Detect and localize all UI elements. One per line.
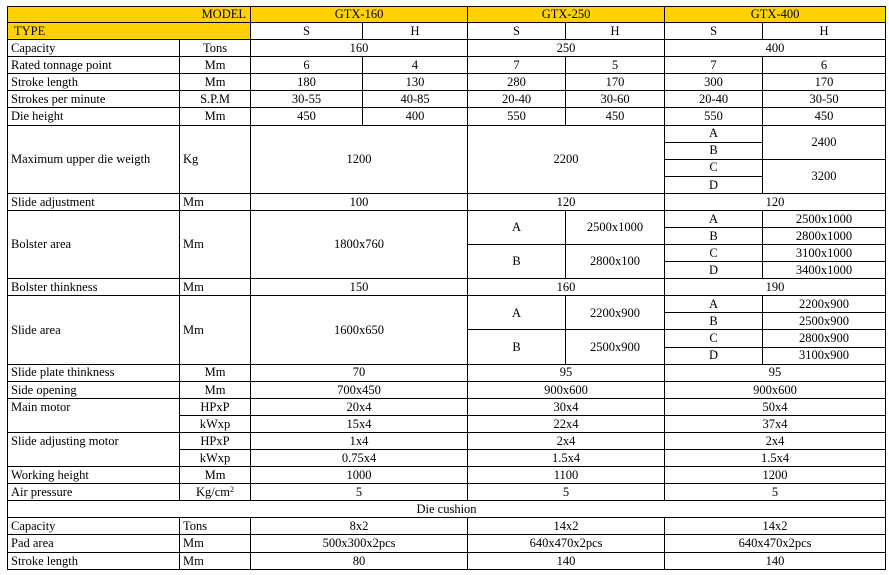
- bolster-area-gtx250-value: 2500x1000: [566, 210, 665, 244]
- row-working-height: [8, 467, 886, 484]
- spm-gtx160-s: 30-55: [251, 91, 363, 108]
- slide-area-gtx250-letter: A: [468, 296, 566, 330]
- stroke-length-label: Stroke length: [8, 74, 180, 91]
- slide-adjusting-motor-gtx250-kw: 1.5x4: [468, 450, 665, 467]
- slide-adjusting-motor-unit-hp: HPxP: [180, 432, 251, 449]
- slide-plate-thickness-gtx400: 95: [665, 364, 886, 381]
- bolster-area-gtx400-letter: A: [665, 210, 763, 227]
- max-upper-die-label: Maximum upper die weigth: [8, 125, 180, 193]
- bolster-thickness-gtx250: 160: [468, 279, 665, 296]
- row-bolster-area: [8, 210, 886, 227]
- slide-adjusting-motor-gtx160-kw: 0.75x4: [251, 450, 468, 467]
- side-opening-unit: Mm: [180, 381, 251, 398]
- rated-tonnage-gtx400-s: 7: [665, 57, 763, 74]
- die-height-gtx400-h: 450: [763, 108, 886, 125]
- gtx400-h-header: H: [763, 23, 886, 40]
- stroke-length-gtx400-s: 300: [665, 74, 763, 91]
- capacity-unit: Tons: [180, 40, 251, 57]
- working-height-gtx400: 1200: [665, 467, 886, 484]
- die-height-gtx160-h: 400: [363, 108, 468, 125]
- working-height-gtx250: 1100: [468, 467, 665, 484]
- slide-area-gtx400-value: 2500x900: [763, 313, 886, 330]
- side-opening-gtx400: 900x600: [665, 381, 886, 398]
- side-opening-gtx250: 900x600: [468, 381, 665, 398]
- main-motor-gtx160-kw: 15x4: [251, 415, 468, 432]
- bolster-thickness-gtx400: 190: [665, 279, 886, 296]
- slide-adjustment-gtx400: 120: [665, 193, 886, 210]
- pad-area-gtx160: 500x300x2pcs: [251, 535, 468, 552]
- working-height-label: Working height: [8, 467, 180, 484]
- row-slide-adjusting-motor: [8, 432, 886, 449]
- spm-unit: S.P.M: [180, 91, 251, 108]
- rated-tonnage-gtx160-s: 6: [251, 57, 363, 74]
- spm-label: Strokes per minute: [8, 91, 180, 108]
- main-motor-gtx250-hp: 30x4: [468, 398, 665, 415]
- capacity-gtx400: 400: [665, 40, 886, 57]
- bolster-area-gtx400-letter: C: [665, 245, 763, 262]
- model-gtx-250: GTX-250: [468, 7, 665, 23]
- row-slide-adjustment: [8, 193, 886, 210]
- spm-gtx250-h: 30-60: [566, 91, 665, 108]
- slide-area-gtx250-letter: B: [468, 330, 566, 364]
- bolster-area-gtx250-value: 2800x100: [566, 245, 665, 279]
- max-upper-die-gtx400-cd: 3200: [763, 159, 886, 193]
- slide-area-gtx400-value: 2800x900: [763, 330, 886, 347]
- row-slide-plate-thickness: [8, 364, 886, 381]
- bolster-area-gtx250-letter: B: [468, 245, 566, 279]
- max-upper-die-gtx160: 1200: [251, 125, 468, 193]
- capacity-label: Capacity: [8, 40, 180, 57]
- main-motor-gtx160-hp: 20x4: [251, 398, 468, 415]
- row-strokes-per-minute: [8, 91, 886, 108]
- cushion-capacity-unit: Tons: [180, 518, 251, 535]
- row-main-motor: [8, 398, 886, 415]
- spm-gtx400-s: 20-40: [665, 91, 763, 108]
- rated-tonnage-gtx400-h: 6: [763, 57, 886, 74]
- slide-adjusting-motor-gtx250-hp: 2x4: [468, 432, 665, 449]
- slide-area-gtx400-value: 2200x900: [763, 296, 886, 313]
- pad-area-gtx250: 640x470x2pcs: [468, 535, 665, 552]
- main-motor-label: Main motor: [8, 398, 180, 432]
- slide-area-gtx250-value: 2200x900: [566, 296, 665, 330]
- slide-area-label: Slide area: [8, 296, 180, 364]
- row-cushion-pad-area: [8, 535, 886, 552]
- die-height-unit: Mm: [180, 108, 251, 125]
- slide-area-gtx400-value: 3100x900: [763, 347, 886, 364]
- bolster-thickness-unit: Mm: [180, 279, 251, 296]
- row-bolster-thickness: [8, 279, 886, 296]
- cushion-stroke-length-label: Stroke length: [8, 552, 180, 570]
- working-height-unit: Mm: [180, 467, 251, 484]
- slide-adjusting-motor-gtx400-hp: 2x4: [665, 432, 886, 449]
- cushion-capacity-label: Capacity: [8, 518, 180, 535]
- air-pressure-label: Air pressure: [8, 484, 180, 501]
- header-row-models: [8, 7, 886, 23]
- slide-area-gtx160: 1600x650: [251, 296, 468, 364]
- stroke-length-unit: Mm: [180, 74, 251, 91]
- pad-area-gtx400: 640x470x2pcs: [665, 535, 886, 552]
- slide-area-unit: Mm: [180, 296, 251, 364]
- pad-area-label: Pad area: [8, 535, 180, 552]
- row-cushion-stroke-length: [8, 552, 886, 570]
- pad-area-unit: Mm: [180, 535, 251, 552]
- die-height-gtx400-s: 550: [665, 108, 763, 125]
- row-rated-tonnage: [8, 57, 886, 74]
- cushion-stroke-length-gtx400: 140: [665, 552, 886, 570]
- cushion-capacity-gtx160: 8x2: [251, 518, 468, 535]
- stroke-length-gtx250-s: 280: [468, 74, 566, 91]
- slide-adjustment-unit: Mm: [180, 193, 251, 210]
- model-label: MODEL: [8, 7, 251, 23]
- cushion-capacity-gtx400: 14x2: [665, 518, 886, 535]
- rated-tonnage-gtx250-h: 5: [566, 57, 665, 74]
- gtx250-s-header: S: [468, 23, 566, 40]
- bolster-area-unit: Mm: [180, 210, 251, 278]
- row-die-cushion-title: [8, 501, 886, 518]
- row-capacity: [8, 40, 886, 57]
- working-height-gtx160: 1000: [251, 467, 468, 484]
- air-pressure-gtx400: 5: [665, 484, 886, 501]
- slide-area-gtx400-letter: B: [665, 313, 763, 330]
- row-slide-area: [8, 296, 886, 313]
- row-side-opening: [8, 381, 886, 398]
- model-gtx-400: GTX-400: [665, 7, 886, 23]
- cushion-stroke-length-gtx160: 80: [251, 552, 468, 570]
- bolster-area-gtx400-letter: B: [665, 228, 763, 245]
- slide-area-gtx250-value: 2500x900: [566, 330, 665, 364]
- main-motor-gtx400-hp: 50x4: [665, 398, 886, 415]
- gtx400-s-header: S: [665, 23, 763, 40]
- bolster-thickness-label: Bolster thinkness: [8, 279, 180, 296]
- cushion-stroke-length-gtx250: 140: [468, 552, 665, 570]
- rated-tonnage-unit: Mm: [180, 57, 251, 74]
- row-stroke-length: [8, 74, 886, 91]
- model-gtx-160: GTX-160: [251, 7, 468, 23]
- die-height-gtx160-s: 450: [251, 108, 363, 125]
- row-cushion-capacity: [8, 518, 886, 535]
- slide-adjustment-gtx250: 120: [468, 193, 665, 210]
- gtx160-h-header: H: [363, 23, 468, 40]
- stroke-length-gtx250-h: 170: [566, 74, 665, 91]
- slide-adjusting-motor-gtx400-kw: 1.5x4: [665, 450, 886, 467]
- cushion-capacity-gtx250: 14x2: [468, 518, 665, 535]
- main-motor-unit-hp: HPxP: [180, 398, 251, 415]
- spec-table: [7, 6, 886, 570]
- slide-plate-thickness-label: Slide plate thinkness: [8, 364, 180, 381]
- capacity-gtx250: 250: [468, 40, 665, 57]
- slide-adjusting-motor-label: Slide adjusting motor: [8, 432, 180, 466]
- rated-tonnage-gtx160-h: 4: [363, 57, 468, 74]
- air-pressure-gtx160: 5: [251, 484, 468, 501]
- max-upper-die-gtx400-letter: D: [665, 176, 763, 193]
- side-opening-label: Side opening: [8, 381, 180, 398]
- die-cushion-title: Die cushion: [8, 501, 886, 518]
- rated-tonnage-label: Rated tonnage point: [8, 57, 180, 74]
- max-upper-die-unit: Kg: [180, 125, 251, 193]
- slide-plate-thickness-unit: Mm: [180, 364, 251, 381]
- slide-adjusting-motor-unit-kw: kWxp: [180, 450, 251, 467]
- gtx250-h-header: H: [566, 23, 665, 40]
- stroke-length-gtx400-h: 170: [763, 74, 886, 91]
- bolster-area-gtx400-value: 2800x1000: [763, 228, 886, 245]
- bolster-thickness-gtx160: 150: [251, 279, 468, 296]
- max-upper-die-gtx400-letter: B: [665, 142, 763, 159]
- spm-gtx400-h: 30-50: [763, 91, 886, 108]
- bolster-area-gtx400-value: 3100x1000: [763, 245, 886, 262]
- rated-tonnage-gtx250-s: 7: [468, 57, 566, 74]
- max-upper-die-gtx250: 2200: [468, 125, 665, 193]
- slide-area-gtx400-letter: A: [665, 296, 763, 313]
- slide-plate-thickness-gtx250: 95: [468, 364, 665, 381]
- gtx160-s-header: S: [251, 23, 363, 40]
- row-air-pressure: [8, 484, 886, 501]
- die-height-gtx250-s: 550: [468, 108, 566, 125]
- slide-adjusting-motor-gtx160-hp: 1x4: [251, 432, 468, 449]
- main-motor-unit-kw: kWxp: [180, 415, 251, 432]
- slide-area-gtx400-letter: D: [665, 347, 763, 364]
- main-motor-gtx250-kw: 22x4: [468, 415, 665, 432]
- bolster-area-gtx400-value: 3400x1000: [763, 262, 886, 279]
- row-max-upper-die: [8, 125, 886, 142]
- air-pressure-unit-sup: 2: [230, 484, 235, 494]
- stroke-length-gtx160-s: 180: [251, 74, 363, 91]
- air-pressure-unit: [180, 484, 251, 501]
- die-height-gtx250-h: 450: [566, 108, 665, 125]
- bolster-area-gtx400-letter: D: [665, 262, 763, 279]
- air-pressure-gtx250: 5: [468, 484, 665, 501]
- spm-gtx160-h: 40-85: [363, 91, 468, 108]
- cushion-stroke-length-unit: Mm: [180, 552, 251, 570]
- bolster-area-gtx400-value: 2500x1000: [763, 210, 886, 227]
- spm-gtx250-s: 20-40: [468, 91, 566, 108]
- main-motor-gtx400-kw: 37x4: [665, 415, 886, 432]
- slide-area-gtx400-letter: C: [665, 330, 763, 347]
- type-label: TYPE: [8, 23, 251, 40]
- side-opening-gtx160: 700x450: [251, 381, 468, 398]
- slide-plate-thickness-gtx160: 70: [251, 364, 468, 381]
- die-height-label: Die height: [8, 108, 180, 125]
- max-upper-die-gtx400-letter: A: [665, 125, 763, 142]
- capacity-gtx160: 160: [251, 40, 468, 57]
- bolster-area-gtx250-letter: A: [468, 210, 566, 244]
- stroke-length-gtx160-h: 130: [363, 74, 468, 91]
- slide-adjustment-gtx160: 100: [251, 193, 468, 210]
- header-row-types: [8, 23, 886, 40]
- row-die-height: [8, 108, 886, 125]
- bolster-area-label: Bolster area: [8, 210, 180, 278]
- slide-adjustment-label: Slide adjustment: [8, 193, 180, 210]
- max-upper-die-gtx400-ab: 2400: [763, 125, 886, 159]
- bolster-area-gtx160: 1800x760: [251, 210, 468, 278]
- air-pressure-unit-base: Kg/cm: [195, 484, 231, 499]
- max-upper-die-gtx400-letter: C: [665, 159, 763, 176]
